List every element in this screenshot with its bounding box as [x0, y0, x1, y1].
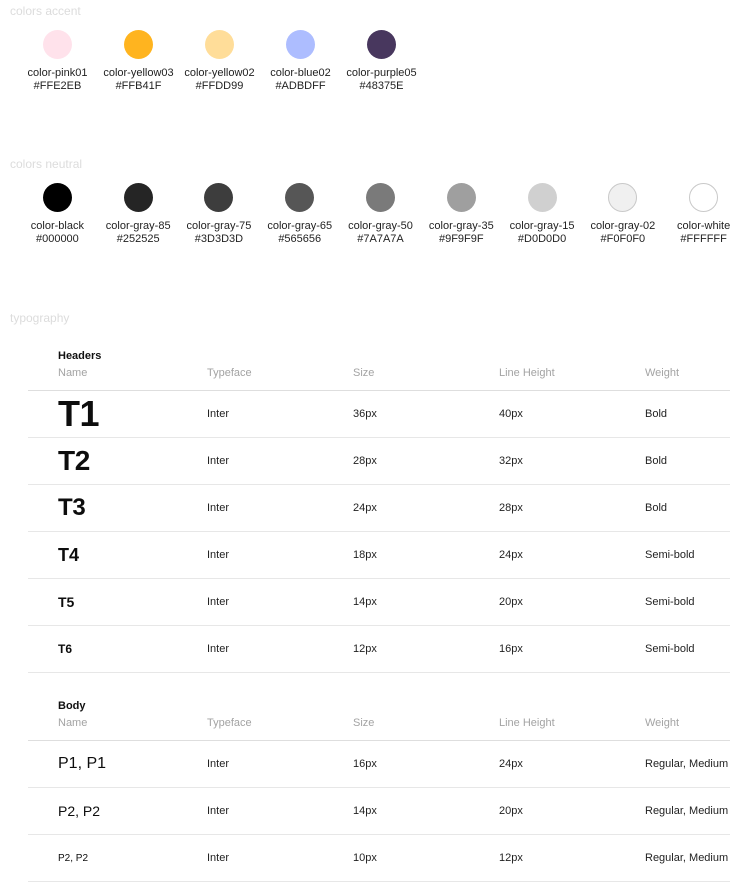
section-label-typography: typography [10, 311, 70, 325]
table-title-headers: Headers [58, 350, 102, 362]
type-line-height: 28px [499, 502, 523, 514]
color-circle [205, 30, 234, 59]
type-typeface: Inter [207, 408, 230, 420]
type-size: 10px [353, 852, 377, 864]
type-name: T5 [58, 594, 75, 610]
type-size: 14px [353, 596, 377, 608]
color-circle [124, 183, 153, 212]
table-row-t5 [28, 579, 730, 626]
type-typeface: Inter [207, 502, 230, 514]
type-name: P2, P2 [58, 852, 89, 864]
type-name: T1 [58, 393, 100, 434]
color-name: color-white [677, 220, 731, 232]
column-header-line-height: Line Height [499, 717, 555, 729]
type-line-height: 20px [499, 596, 523, 608]
color-hex: #D0D0D0 [517, 233, 567, 245]
type-name: T4 [58, 544, 80, 565]
type-size: 16px [353, 758, 377, 770]
swatch-color-gray-50 [340, 183, 421, 246]
color-name: color-gray-02 [590, 220, 656, 232]
color-name: color-gray-75 [186, 220, 252, 232]
section-label-colors-accent: colors accent [10, 4, 81, 18]
type-name: T6 [58, 642, 73, 656]
color-hex: #252525 [116, 233, 160, 245]
type-weight: Regular, Medium [645, 852, 729, 864]
type-weight: Semi-bold [645, 596, 695, 608]
table-title-body: Body [58, 700, 86, 712]
type-weight: Semi-bold [645, 549, 695, 561]
column-header-typeface: Typeface [207, 367, 252, 379]
neutral-swatch-row [17, 183, 744, 246]
type-typeface: Inter [207, 852, 230, 864]
table-column-header-row [28, 363, 730, 391]
color-name: color-gray-35 [428, 220, 494, 232]
table-row-t2 [28, 438, 730, 485]
color-circle [285, 183, 314, 212]
color-hex: #48375E [359, 80, 404, 92]
color-hex: #565656 [278, 233, 322, 245]
type-typeface: Inter [207, 455, 230, 467]
swatch-color-gray-02 [582, 183, 663, 246]
table-column-header-row [28, 713, 730, 741]
type-typeface: Inter [207, 643, 230, 655]
column-header-name: Name [58, 717, 88, 729]
column-header-line-height: Line Height [499, 367, 555, 379]
type-size: 14px [353, 805, 377, 817]
table-row-t6 [28, 626, 730, 673]
headers-type-table [28, 350, 730, 673]
color-name: color-gray-50 [348, 220, 413, 232]
table-row-p2 [28, 788, 730, 835]
type-typeface: Inter [207, 758, 230, 770]
color-name: color-pink01 [27, 67, 88, 79]
table-row-t4 [28, 532, 730, 579]
type-line-height: 20px [499, 805, 523, 817]
type-line-height: 40px [499, 408, 523, 420]
color-circle [528, 183, 557, 212]
type-size: 24px [353, 502, 377, 514]
swatch-color-gray-35 [421, 183, 502, 246]
column-header-name: Name [58, 367, 88, 379]
color-name: color-yellow02 [184, 67, 255, 79]
column-header-weight: Weight [645, 367, 680, 379]
color-hex: #3D3D3D [194, 233, 244, 245]
type-line-height: 32px [499, 455, 523, 467]
color-circle [447, 183, 476, 212]
type-weight: Bold [645, 455, 668, 467]
column-header-size: Size [353, 717, 375, 729]
color-circle [286, 30, 315, 59]
color-hex: #FFE2EB [33, 80, 82, 92]
table-row-p2-small [28, 835, 730, 882]
type-typeface: Inter [207, 549, 230, 561]
color-hex: #FFDD99 [195, 80, 244, 92]
color-name: color-yellow03 [103, 67, 174, 79]
type-weight: Regular, Medium [645, 758, 729, 770]
color-name: color-gray-85 [105, 220, 171, 232]
color-circle [204, 183, 233, 212]
section-label-colors-neutral: colors neutral [10, 157, 83, 171]
color-hex: #FFFFFF [680, 233, 727, 245]
swatch-color-gray-85 [98, 183, 179, 246]
color-hex: #000000 [35, 233, 79, 245]
type-weight: Bold [645, 408, 668, 420]
color-name: color-purple05 [346, 67, 417, 79]
type-size: 36px [353, 408, 377, 420]
type-line-height: 16px [499, 643, 523, 655]
body-type-table [28, 700, 730, 882]
type-typeface: Inter [207, 805, 230, 817]
type-weight: Regular, Medium [645, 805, 729, 817]
color-circle [124, 30, 153, 59]
color-circle [43, 183, 72, 212]
type-name: P2, P2 [58, 803, 101, 819]
column-header-typeface: Typeface [207, 717, 252, 729]
swatch-color-yellow02 [179, 30, 260, 93]
swatch-color-black [17, 183, 98, 246]
swatch-color-white [663, 183, 744, 246]
table-row-p1 [28, 741, 730, 788]
accent-swatch-row [17, 30, 744, 93]
color-hex: #ADBDFF [275, 80, 326, 92]
column-header-size: Size [353, 367, 375, 379]
color-circle [43, 30, 72, 59]
swatch-color-blue02 [260, 30, 341, 93]
color-hex: #FFB41F [115, 80, 162, 92]
swatch-color-purple05 [341, 30, 422, 93]
type-size: 12px [353, 643, 377, 655]
table-row-t3 [28, 485, 730, 532]
type-name: T3 [58, 494, 86, 521]
type-size: 28px [353, 455, 377, 467]
table-row-t1 [28, 391, 730, 438]
color-name: color-gray-65 [267, 220, 333, 232]
color-name: color-gray-15 [509, 220, 575, 232]
type-line-height: 12px [499, 852, 523, 864]
column-header-weight: Weight [645, 717, 680, 729]
swatch-color-gray-15 [502, 183, 583, 246]
swatch-color-gray-75 [179, 183, 260, 246]
type-weight: Semi-bold [645, 643, 695, 655]
color-hex: #7A7A7A [357, 233, 404, 245]
color-hex: #9F9F9F [438, 233, 484, 245]
color-circle [689, 183, 718, 212]
type-size: 18px [353, 549, 377, 561]
color-name: color-black [30, 220, 84, 232]
color-hex: #F0F0F0 [600, 233, 646, 245]
color-circle [608, 183, 637, 212]
color-circle [366, 183, 395, 212]
swatch-color-yellow03 [98, 30, 179, 93]
color-name: color-blue02 [270, 67, 331, 79]
color-circle [367, 30, 396, 59]
type-line-height: 24px [499, 758, 523, 770]
swatch-color-gray-65 [259, 183, 340, 246]
swatch-color-pink01 [17, 30, 98, 93]
type-typeface: Inter [207, 596, 230, 608]
type-weight: Bold [645, 502, 668, 514]
type-line-height: 24px [499, 549, 523, 561]
type-name: P1, P1 [58, 755, 107, 772]
type-name: T2 [58, 445, 90, 476]
